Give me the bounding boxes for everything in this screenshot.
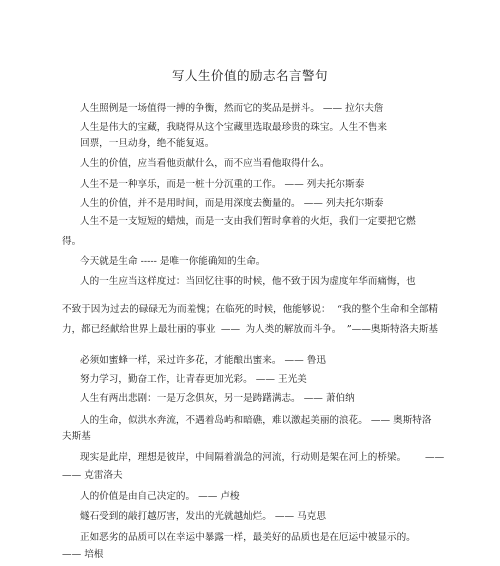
paragraph-line: 人生照例是一场值得一搏的争衡，然而它的奖品是拼斗。 —— 拉尔夫詹 xyxy=(80,103,384,114)
paragraph-line: 必须如蜜蜂一样，采过许多花，才能酿出蜜来。 —— 鲁迅 xyxy=(80,355,326,366)
text-segment: —— xyxy=(220,324,241,335)
paragraph-line: 人生的价值，应当看他贡献什么，而不应当看他取得什么。 xyxy=(80,158,330,169)
paragraph-line: 回票，一旦动身，绝不能复返。 xyxy=(80,138,215,149)
text-segment: 力，都已经献给世界上最壮丽的事业 xyxy=(62,324,216,335)
paragraph-line: 今天就是生命 ----- 是唯一你能确知的生命。 xyxy=(80,256,266,267)
paragraph-line: 努力学习，勤奋工作，让青春更加光彩。 —— 王光美 xyxy=(80,374,307,385)
paragraph-line: 人生不是一种享乐，而是一桩十分沉重的工作。 —— 列夫托尔斯泰 xyxy=(80,179,365,190)
paragraph-line xyxy=(62,324,438,336)
document-title: 写人生价值的励志名言警句 xyxy=(171,68,328,83)
text-segment: —— xyxy=(425,452,445,463)
text-segment: ”——奥斯特洛夫斯基 xyxy=(346,324,438,335)
paragraph-line: 人生不是一支短短的蜡烛，而是一支由我们暂时拿着的火炬，我们一定要把它燃 xyxy=(80,216,416,227)
paragraph-line: 正如恶劣的品质可以在幸运中暴露一样，最美好的品质也是在厄运中被显示的。 xyxy=(80,532,416,543)
text-segment: 为人类的解放而斗争。 xyxy=(245,324,342,335)
paragraph-line: 现实是此岸，理想是彼岸，中间隔着湍急的河流，行动则是架在河上的桥梁。 xyxy=(80,452,407,463)
paragraph-line: 人的生命，似洪水奔流，不遇着岛屿和暗礁，难以激起美丽的浪花。 —— 奥斯特洛 xyxy=(80,415,432,426)
paragraph-line: —— 克雷洛夫 xyxy=(62,470,123,481)
paragraph-line: 人的一生应当这样度过：当回忆往事的时候，他不致于因为虚度年华而痛悔，也 xyxy=(80,276,416,287)
paragraph-line: 得。 xyxy=(62,236,82,247)
text-segment: “我的整个生命和全部精 xyxy=(337,304,438,315)
paragraph-line: 人生有两出悲剧：一是万念俱灰，另一是踌躇满志。 —— 萧伯纳 xyxy=(80,393,355,404)
paragraph-line: 燧石受到的敲打越厉害，发出的光就越灿烂。 —— 马克思 xyxy=(80,511,326,522)
paragraph-line: 人生的价值，并不是用时间，而是用深度去衡量的。 —— 列夫托尔斯泰 xyxy=(80,198,384,209)
paragraph-line: 夫斯基 xyxy=(62,431,91,442)
paragraph-line: 人的价值是由自己决定的。 —— 卢梭 xyxy=(80,491,240,502)
paragraph-line: 人生是伟大的宝藏，我晓得从这个宝藏里选取最珍贵的珠宝。人生不售来 xyxy=(80,122,387,133)
text-segment: 不致于因为过去的碌碌无为而羞愧；在临死的时候，他能够说： xyxy=(62,304,331,315)
paragraph-line: —— 培根 xyxy=(62,549,104,560)
paragraph-line xyxy=(62,304,438,316)
